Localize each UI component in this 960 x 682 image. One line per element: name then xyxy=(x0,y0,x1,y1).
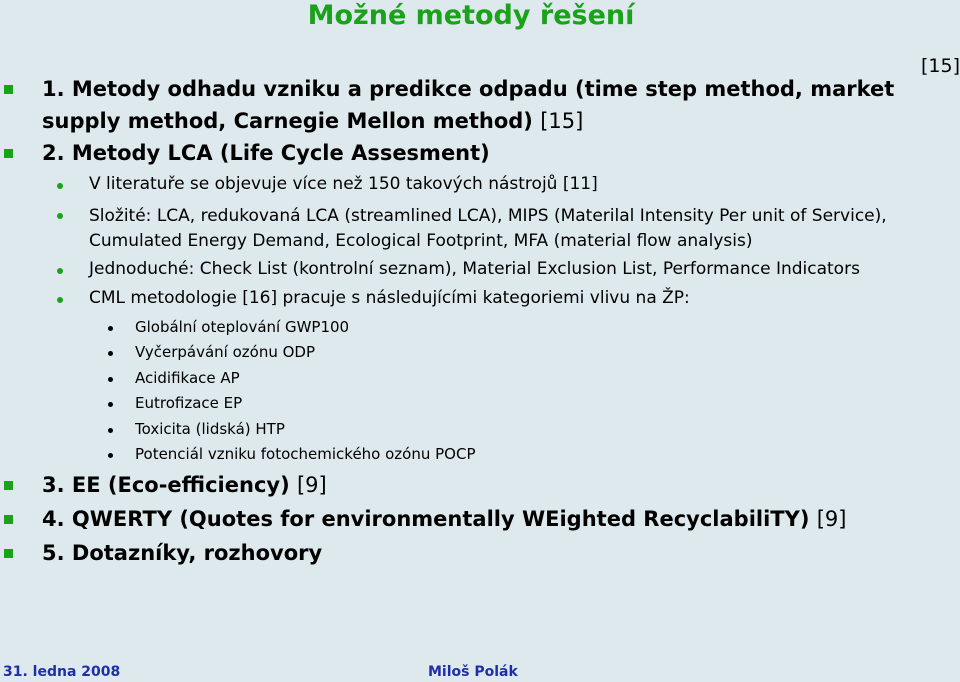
category-item: Toxicita (lidská) HTP xyxy=(135,420,285,438)
list-item-3 xyxy=(42,473,327,497)
slide-title: Možné metody řešení xyxy=(307,0,635,31)
list-item-4 xyxy=(42,507,846,531)
list-item-1 xyxy=(42,73,922,137)
category-item: Vyčerpávání ozónu ODP xyxy=(135,343,316,361)
round-bullet-icon xyxy=(57,183,63,189)
category-item: Globální oteplování GWP100 xyxy=(135,318,350,336)
small-bullet-icon xyxy=(108,402,113,407)
sub-item-3: Jednoduché: Check List (kontrolní seznam), Material Exclusion List, Performance Indicators xyxy=(89,259,860,279)
small-bullet-icon xyxy=(108,377,113,382)
small-bullet-icon xyxy=(108,453,113,458)
square-bullet-icon xyxy=(4,481,13,490)
round-bullet-icon xyxy=(57,213,63,219)
list-item-2: 2. Metody LCA (Life Cycle Assesment) xyxy=(42,141,490,165)
round-bullet-icon xyxy=(57,297,63,303)
square-bullet-icon xyxy=(4,549,13,558)
list-item-5: 5. Dotazníky, rozhovory xyxy=(42,541,323,565)
category-item: Eutrofizace EP xyxy=(135,394,243,412)
footer-author: Miloš Polák xyxy=(428,664,518,680)
square-bullet-icon xyxy=(4,85,13,94)
small-bullet-icon xyxy=(108,326,113,331)
sub-item-2: Složité: LCA, redukovaná LCA (streamlined LCA), MIPS (Materilal Intensity Per unit of Service), Cumulated Energy Demand, Ecological Footprint, MFA (material flow analysis) xyxy=(89,206,887,251)
small-bullet-icon xyxy=(108,351,113,356)
list-item-4-ref: [9] xyxy=(816,507,847,531)
list-item-4-text: 4. QWERTY (Quotes for environmentally WEighted RecyclabiliTY) xyxy=(42,507,817,531)
list-item-1-ref: [15] xyxy=(540,109,584,133)
small-bullet-icon xyxy=(108,428,113,433)
sub-item-4: CML metodologie [16] pracuje s následujícími kategoriemi vlivu na ŽP: xyxy=(89,288,690,308)
list-item-3-text: 3. EE (Eco-efficiency) xyxy=(42,473,297,497)
category-item: Acidifikace AP xyxy=(135,369,240,387)
corner-reference: [15] xyxy=(921,55,960,77)
list-item-3-ref: [9] xyxy=(296,473,327,497)
square-bullet-icon xyxy=(4,515,13,524)
footer-date: 31. ledna 2008 xyxy=(3,664,121,680)
round-bullet-icon xyxy=(57,268,63,274)
category-item: Potenciál vzniku fotochemického ozónu POCP xyxy=(135,445,476,463)
list-item-1-text: 1. Metody odhadu vzniku a predikce odpadu (time step method, market supply method, Carnegie Mellon method) xyxy=(42,77,895,133)
square-bullet-icon xyxy=(4,149,13,158)
sub-item-1: V literatuře se objevuje více než 150 takových nástrojů [11] xyxy=(89,174,598,194)
